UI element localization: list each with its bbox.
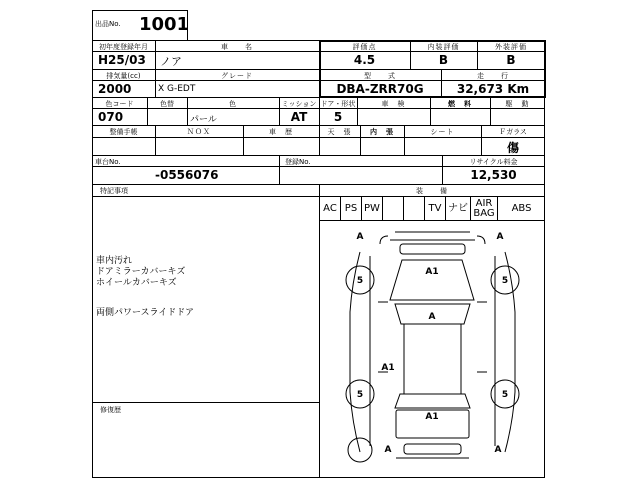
displacement-value: 2000: [98, 82, 132, 96]
seat-label: シート: [430, 128, 455, 136]
mark-front-right: A: [496, 232, 504, 242]
mark-rear-right: A: [494, 445, 502, 455]
recycle-value: 12,530: [470, 168, 517, 182]
lot-box: [92, 10, 188, 40]
model-value: DBA-ZRR70G: [336, 82, 424, 96]
equip-ac: AC: [320, 197, 341, 220]
exterior-label: 外装評価: [495, 43, 527, 51]
mark-left-tire-rear: 5: [356, 390, 364, 400]
mark-right-tire-rear: 5: [501, 390, 509, 400]
history-label: 車 歴: [269, 128, 293, 136]
equip-blank: [404, 197, 425, 220]
mark-front-left: A: [356, 232, 364, 242]
lot-number: 1001: [139, 14, 190, 35]
reg-no-label: 登録No.: [285, 158, 311, 166]
note-line: ドアミラーカバーキズ: [96, 267, 186, 277]
mark-roof: A: [428, 312, 436, 322]
notes-list: [96, 256, 194, 319]
doors-label: ドア・形状: [320, 100, 356, 108]
equipment-label: 装 備: [416, 187, 448, 195]
mileage-value: 32,673 Km: [456, 82, 530, 96]
chassis-label: 車台No.: [95, 158, 121, 166]
mark-right-tire-front: 5: [501, 276, 509, 286]
equip-airbag: AIR BAG: [471, 197, 498, 220]
grade-value: X G-EDT: [158, 84, 196, 94]
color-change-label: 色替: [160, 100, 174, 108]
mark-left-side: A1: [381, 363, 395, 373]
interior-value: B: [438, 53, 449, 67]
equip-blank: [383, 197, 404, 220]
mark-trunk: A1: [425, 412, 439, 422]
car-name-value: ノア: [160, 55, 182, 68]
color-label: 色: [229, 100, 237, 108]
mark-left-tire-front: 5: [356, 276, 364, 286]
grade-label: グレード: [221, 72, 253, 80]
mileage-label: 走 行: [477, 72, 509, 80]
note-line: [96, 289, 194, 300]
car-name-label: 車 名: [221, 43, 253, 51]
interior-trim-label: 内 張: [370, 128, 394, 136]
color-code-value: 070: [98, 110, 124, 124]
car-damage-diagram: [320, 222, 545, 477]
equip-tv: TV: [425, 197, 446, 220]
mission-label: ミッション: [281, 100, 317, 108]
repair-label: 修復歴: [100, 406, 121, 414]
nox-label: ＮＯＸ: [187, 128, 211, 136]
lot-label: 出品No.: [95, 20, 121, 28]
inspection-label: 車 検: [381, 100, 406, 108]
displacement-label: 排気量(cc): [106, 72, 141, 80]
drive-label: 駆 動: [505, 100, 530, 108]
equip-navi: ナビ: [446, 197, 471, 220]
model-label: 型 式: [364, 72, 396, 80]
equip-ps: PS: [341, 197, 362, 220]
mark-rear-left: A: [384, 445, 392, 455]
first-reg-value: H25/03: [98, 53, 146, 67]
sunroof-label: 天 張: [327, 128, 352, 136]
fglass-value: 傷: [506, 141, 519, 155]
doors-value: 5: [333, 110, 343, 124]
chassis-value: -0556076: [155, 168, 219, 182]
mark-hood: A1: [425, 267, 439, 277]
fuel-label: 燃 料: [448, 100, 472, 108]
score-label: 評価点: [352, 43, 377, 51]
equipment-grid: [320, 197, 545, 221]
notes-label: 特記事項: [100, 187, 128, 195]
mission-value: AT: [290, 110, 308, 124]
color-value: パール: [190, 115, 217, 125]
color-code-label: 色コード: [105, 100, 134, 108]
note-line: 車内汚れ: [96, 256, 133, 266]
equip-abs: ABS: [511, 203, 532, 214]
fglass-label: Ｆガラス: [499, 128, 527, 136]
note-line: ホイールカバーキズ: [96, 278, 177, 288]
recycle-label: リサイクル料金: [469, 158, 518, 166]
equip-pw: PW: [362, 197, 383, 220]
interior-label: 内装評価: [427, 43, 460, 51]
note-line: 両側パワースライドドア: [96, 308, 195, 318]
manual-label: 整備手帳: [109, 128, 138, 136]
score-value: 4.5: [353, 53, 376, 67]
first-reg-label: 初年度登録年月: [99, 43, 148, 51]
exterior-value: B: [506, 53, 516, 67]
